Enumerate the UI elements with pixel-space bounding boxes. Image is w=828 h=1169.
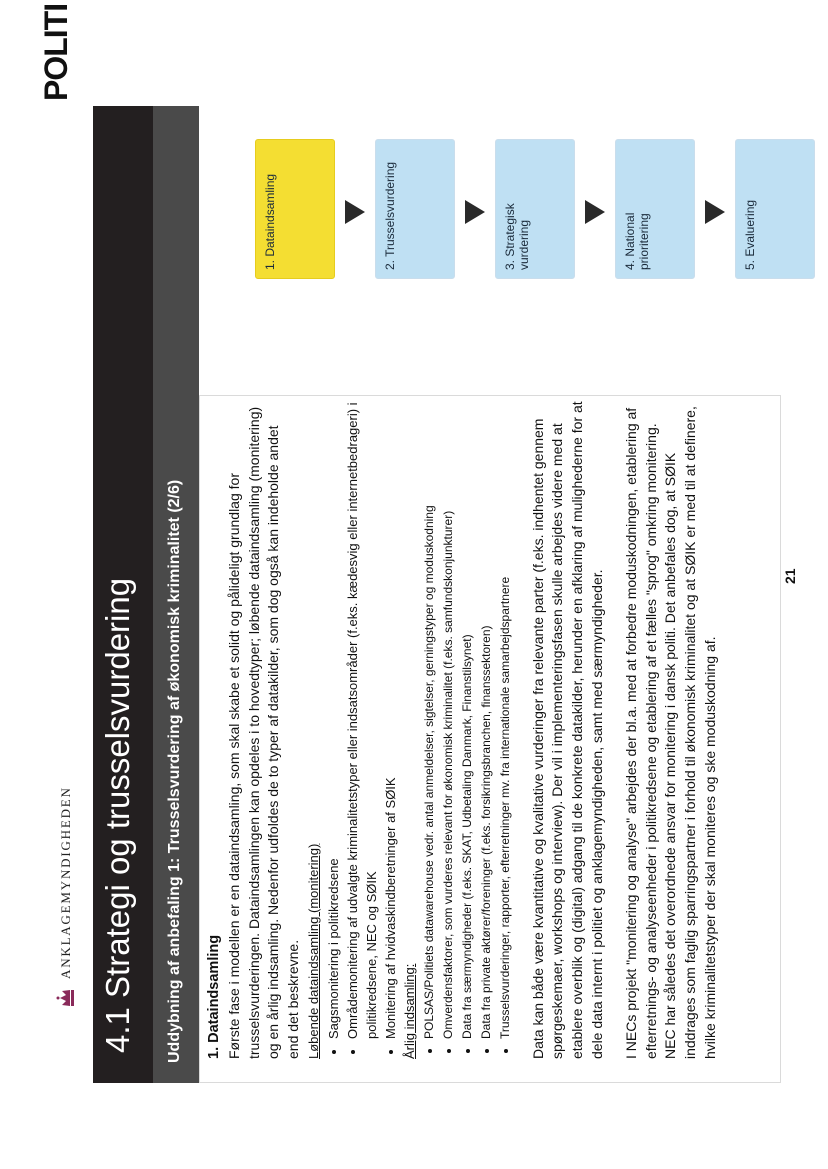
step-label: 5. Evaluering [743,199,757,270]
annual-collection-list [420,399,515,1059]
running-collection-heading: Løbende dataindsamling (monitering) [305,843,321,1059]
step-label: 2. Trusselsvurdering [383,161,397,270]
process-step-5 [735,139,815,279]
list-item: • Omverdensfaktorer, som vurderes relevant for økonomisk kriminalitet (f.eks. samfundskonjunkturer) [439,399,458,1039]
process-step-4 [615,139,695,279]
page-title: 4.1 Strategi og trusselsvurdering [99,577,136,1053]
step-label: 1. Dataindsamling [263,173,277,270]
content-body [205,399,721,1059]
section-heading: 1. Dataindsamling [206,934,222,1059]
arrow-down-icon [705,200,725,224]
list-item: • Trusselsvurderinger, rapporter, efterretninger mv. fra internationale samarbejdspartnere [496,399,515,1039]
arrow-down-icon [465,200,485,224]
arrow-down-icon [345,200,365,224]
list-item: • Monitering af hvidvaskindberetninger af SØIK [381,399,400,1039]
step-label-line2: vurdering [517,219,531,270]
page-number: 21 [782,568,798,584]
annual-collection-heading: Årlig indsamling: [401,963,417,1059]
step-label-line2: prioritering [637,213,651,270]
list-item: • Sagsmonitering i politikredsene [324,399,343,1039]
step-label: 3. Strategisk [503,203,517,270]
process-step-1 [255,139,335,279]
process-step-3 [495,139,575,279]
section-intro: Første fase i modellen er en dataindsamling, som skal skabe et solidt og pålideligt grundlag for trusselsvurderingen. Dataindsamlingen kan opdeles i to hovedtyper; løbende dataindsamling (monitering) og en årlig indsamling. Nedenfor udfoldes de to typer af datakilder, som dog også kan indeholde andet end det beskrevne. [225,406,302,1059]
agency-brand [46,786,86,1009]
crown-icon [55,987,77,1009]
subtitle-bar [153,106,199,1083]
police-logo: POLITI [38,3,74,101]
process-step-2 [375,139,455,279]
paragraph-nec-project: I NECs projekt "monitering og analyse" arbejdes der bl.a. med at forbedre moduskodningen, etablering af efterretnings- og analyseenheder i politikredsene og etablering af et fælles "sprog" omkring monitering. NEC har således det overordnede ansvar for monitering i dansk politi. Det anbefales dog, at SØIK inddrages som faglig sparringspartner i forhold til økonomisk kriminalitet og at SØIK er med til at definere, hvilke kriminalitetstyper der skal moniteres og ske moduskodning af. [622,406,718,1059]
step-label: 4. National [623,212,637,270]
arrow-down-icon [585,200,605,224]
list-item: • Data fra særmyndigheder (f.eks. SKAT, Udbetaling Danmark, Finanstilsynet) [458,399,477,1039]
list-item: • Data fra private aktører/foreninger (f.eks. forsikringsbranchen, finanssektoren) [477,399,496,1039]
list-item: • POLSAS/Politiets datawarehouse vedr. antal anmeldelser, sigtelser, gerningstyper og moduskodning [420,399,439,1039]
title-bar [93,106,153,1083]
list-item: • Områdemonitering af udvalgte kriminalitetstyper eller indsatsområder (f.eks. kædesvig eller internetbedrageri) i politikredsene, NEC og SØIK [343,399,381,1039]
page-subtitle: Uddybning af anbefaling 1: Trusselsvurdering af økonomisk kriminalitet (2/6) [166,479,183,1063]
agency-name: ANKLAGEMYNDIGHEDEN [58,786,73,979]
running-collection-list [324,399,400,1059]
paragraph-data-types: Data kan både være kvantitative og kvalitative vurderinger fra relevante parter (f.eks. indhentet gennem spørgeskemaer, workshops og interview). Der vil i implementeringsfasen skulle arbejdes videre med at etablere overblik og (digital) adgang til de konkrete datakilder, herunder en afklaring af mulighederne for at dele data internt i politiet og anklagemyndigheden, samt med særmyndigheder. [529,401,605,1059]
